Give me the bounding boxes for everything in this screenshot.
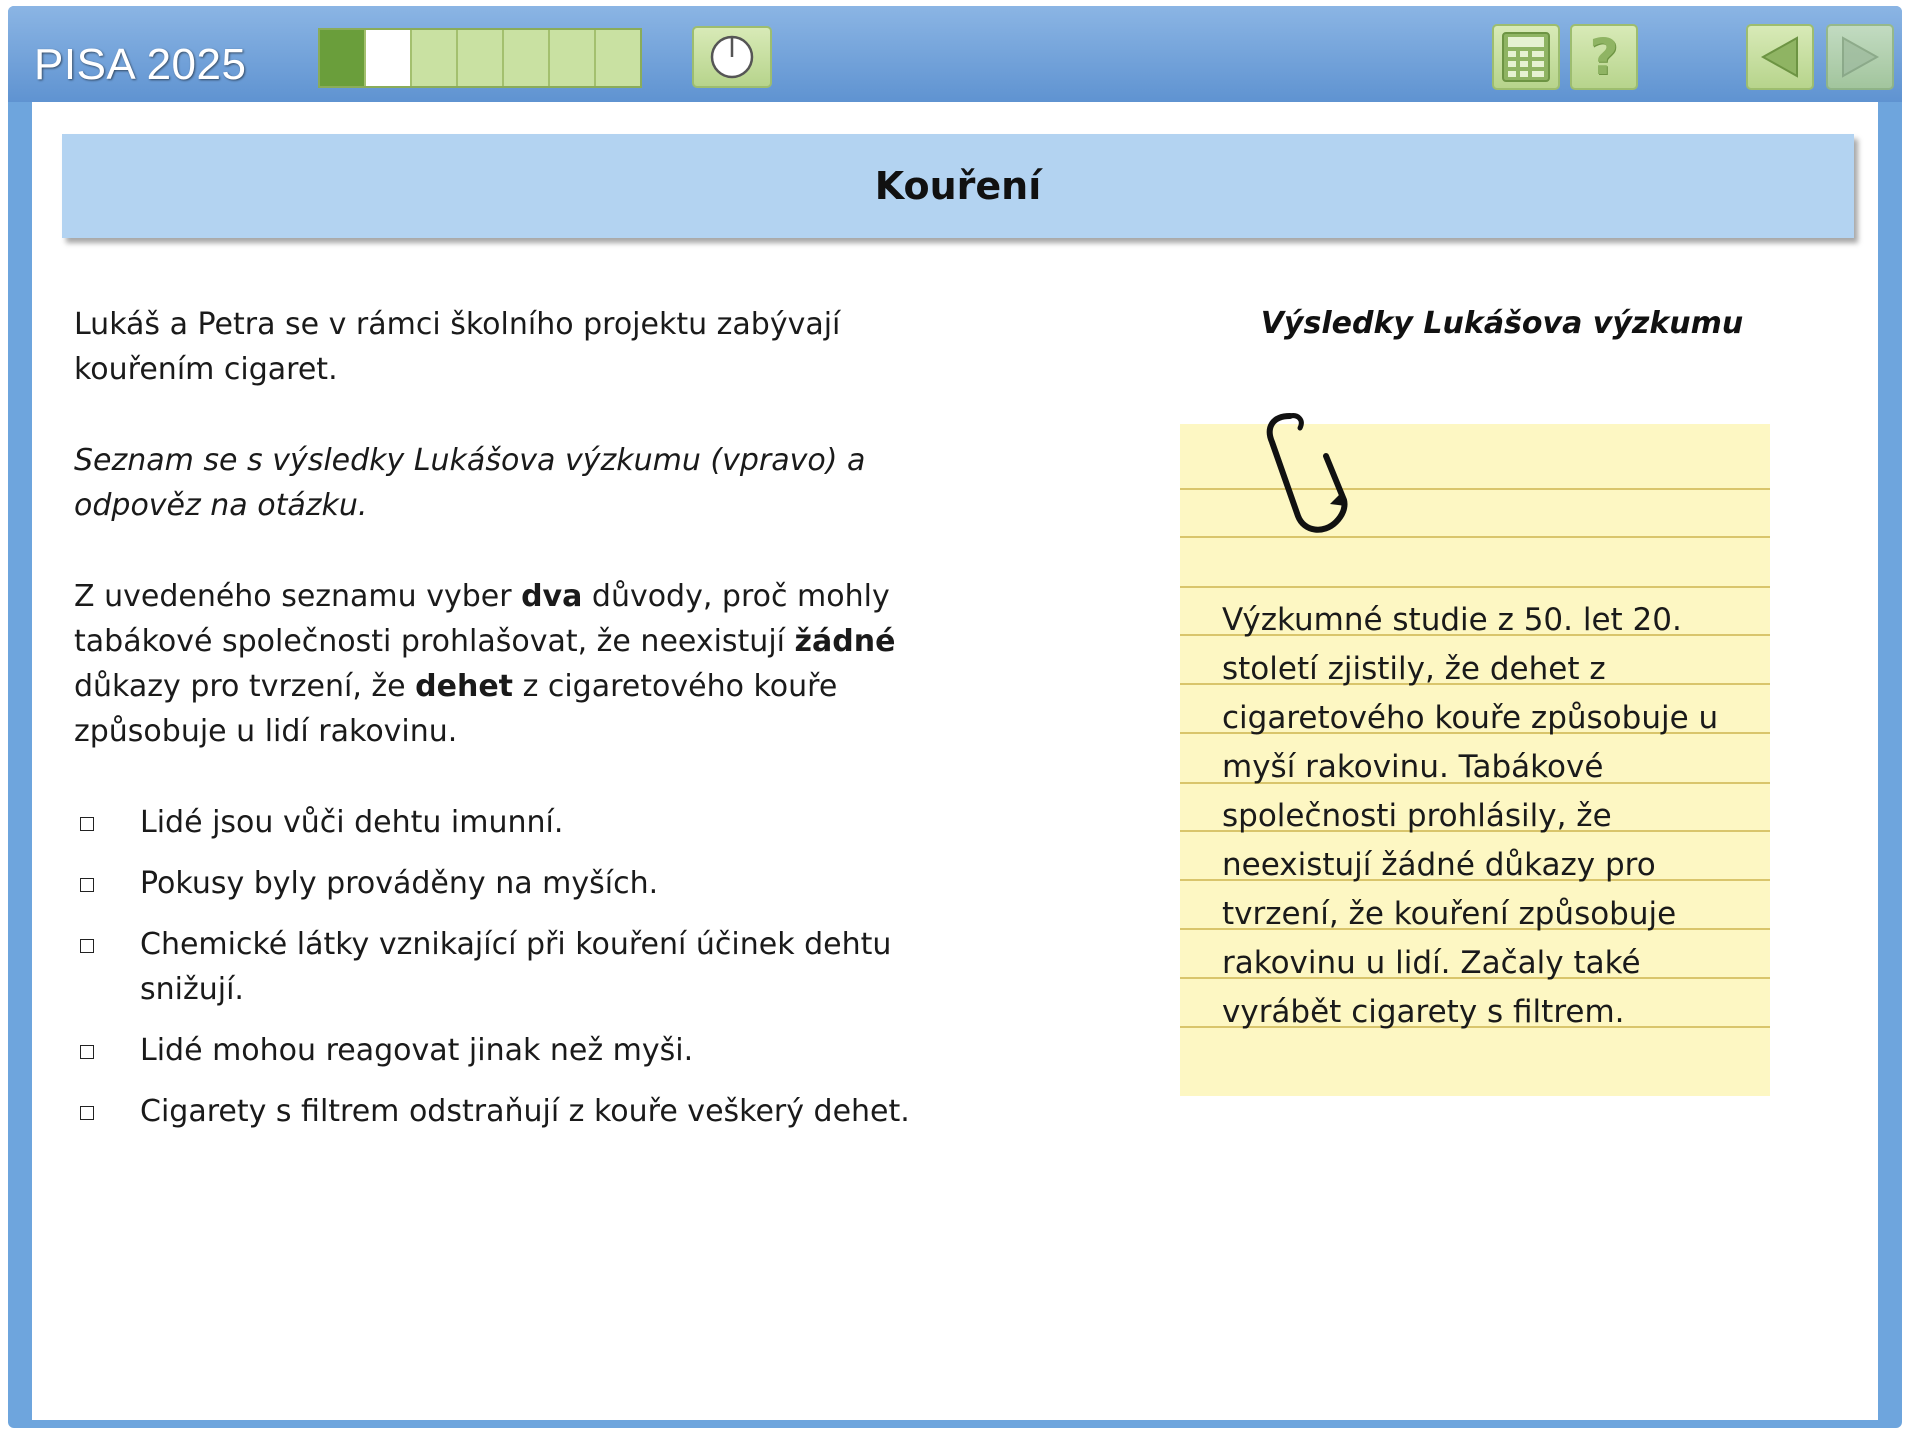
emphasis-dva: dva xyxy=(521,579,583,614)
checkbox[interactable] xyxy=(80,878,94,892)
calculator-button[interactable] xyxy=(1492,24,1560,90)
answer-option[interactable] xyxy=(74,861,974,906)
content-area xyxy=(32,102,1878,1420)
question-text: Z uvedeného seznamu vyber dva důvody, proč mohly tabákové společnosti prohlašovat, že neexistují žádné důkazy pro tvrzení, že dehet z cigaretového kouře způsobuje u lidí rakovinu. xyxy=(74,579,896,749)
timer-button[interactable] xyxy=(692,26,772,88)
emphasis-zadne: žádné xyxy=(794,624,896,659)
instruction-text: Seznam se s výsledky Lukášova výzkumu (vpravo) a odpověz na otázku. xyxy=(74,443,866,523)
help-button[interactable] xyxy=(1570,24,1638,90)
next-arrow-icon xyxy=(1837,34,1883,80)
app-frame xyxy=(8,6,1902,1428)
back-arrow-icon xyxy=(1757,34,1803,80)
answer-option[interactable] xyxy=(74,922,974,1012)
next-button[interactable] xyxy=(1826,24,1894,90)
question-panel xyxy=(74,302,974,1150)
note-rule xyxy=(1180,586,1770,588)
progress-segment xyxy=(504,30,550,86)
checkbox[interactable] xyxy=(80,817,94,831)
answer-option[interactable] xyxy=(74,1028,974,1073)
title-bar xyxy=(62,134,1854,238)
option-label: Lidé jsou vůči dehtu imunní. xyxy=(140,805,564,840)
timer-icon xyxy=(708,33,756,81)
back-button[interactable] xyxy=(1746,24,1814,90)
progress-segment xyxy=(458,30,504,86)
progress-segment xyxy=(596,30,640,86)
checkbox[interactable] xyxy=(80,939,94,953)
progress-segment-current xyxy=(366,30,412,86)
progress-segment xyxy=(320,30,366,86)
help-icon: ? xyxy=(1589,28,1619,86)
emphasis-dehet: dehet xyxy=(415,669,514,704)
option-label: Pokusy byly prováděny na myších. xyxy=(140,866,659,901)
note-text: Výzkumné studie z 50. let 20. století zjistily, že dehet z cigaretového kouře způsobuje u myší rakovinu. Tabákové společnosti prohlásily, že neexistují žádné důkazy pro tvrzení, že kouření způsobuje rakovinu u lidí. Začaly také vyrábět cigarety s filtrem. xyxy=(1222,602,1719,1030)
app-title: PISA 2025 xyxy=(34,40,247,89)
paperclip-icon xyxy=(1258,408,1368,538)
checkbox[interactable] xyxy=(80,1045,94,1059)
option-label: Chemické látky vznikající při kouření účinek dehtu snižují. xyxy=(140,927,892,1007)
progress-segment xyxy=(412,30,458,86)
progress-segment xyxy=(550,30,596,86)
top-toolbar xyxy=(8,6,1902,102)
checkbox[interactable] xyxy=(80,1106,94,1120)
page-title: Kouření xyxy=(874,164,1042,208)
note-title: Výsledky Lukášova výzkumu xyxy=(1260,306,1744,341)
answer-options xyxy=(74,800,974,1134)
answer-option[interactable] xyxy=(74,1089,974,1134)
intro-text: Lukáš a Petra se v rámci školního projektu zabývají kouřením cigaret. xyxy=(74,307,841,387)
option-label: Lidé mohou reagovat jinak než myši. xyxy=(140,1033,694,1068)
answer-option[interactable] xyxy=(74,800,974,845)
option-label: Cigarety s filtrem odstraňují z kouře veškerý dehet. xyxy=(140,1094,910,1129)
progress-bar xyxy=(318,28,642,88)
calculator-icon xyxy=(1501,31,1551,83)
